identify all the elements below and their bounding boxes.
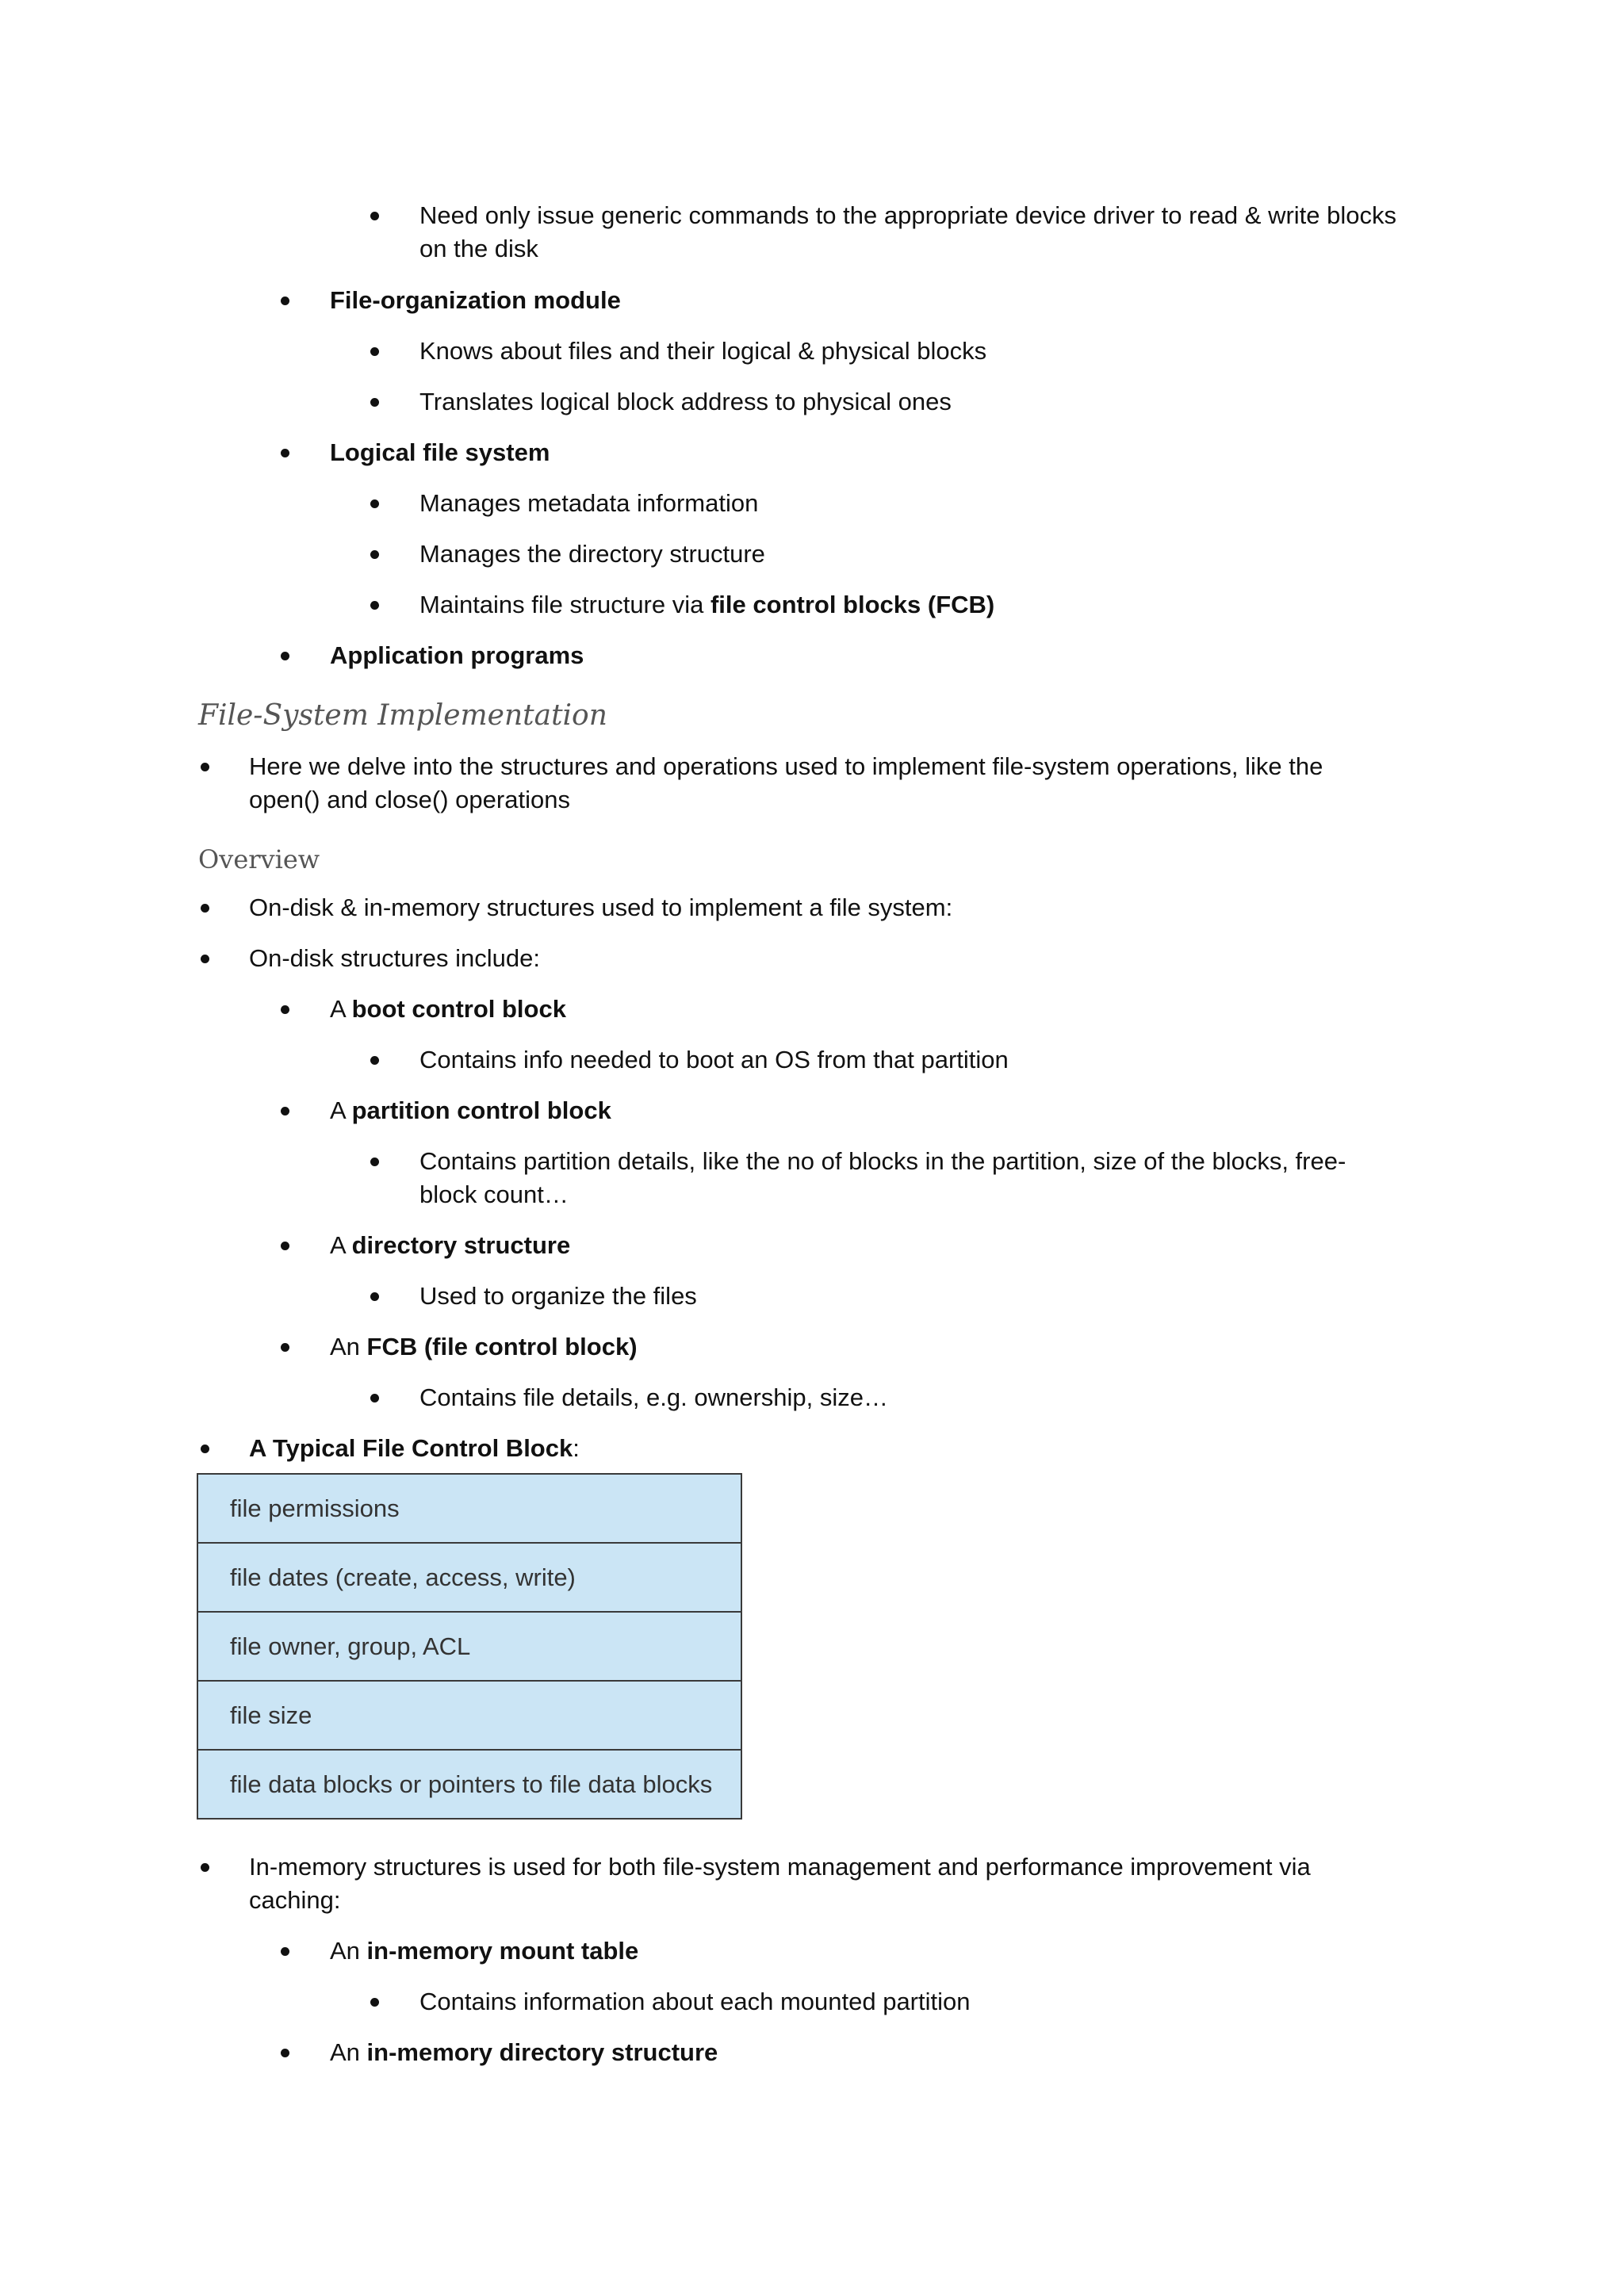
table-row: [197, 1681, 741, 1750]
table-cell: file size: [197, 1681, 741, 1750]
list-item-structures: On-disk & in-memory structures used to implement a file system:: [249, 894, 953, 921]
text-bold: in-memory directory structure: [366, 2038, 718, 2066]
bullet: [370, 550, 379, 559]
text: A: [330, 1096, 352, 1124]
text: An: [330, 2038, 367, 2066]
list-item-maintains-fcb: [419, 588, 994, 622]
bullet: [281, 2049, 289, 2057]
list-item-partition-sub: Contains partition details, like the no of blocks in the partition, size of the blocks, free-: [419, 1147, 1346, 1175]
bullet: [201, 955, 209, 963]
list-item-boot-sub: Contains info needed to boot an OS from that partition: [419, 1046, 1009, 1073]
bullet: [201, 1863, 209, 1872]
list-item-mount-table: [330, 1934, 638, 1968]
table-row: [197, 1474, 741, 1543]
bullet: [370, 1158, 379, 1166]
bullet: [370, 1998, 379, 2007]
list-item-ondisk: On-disk structures include:: [249, 944, 540, 972]
text-bold: boot control block: [351, 995, 566, 1023]
text: Maintains file structure via: [419, 591, 710, 618]
list-item-generic-commands-cont: on the disk: [419, 235, 538, 262]
list-item-fcb: [330, 1330, 638, 1364]
bullet: [201, 1445, 209, 1453]
list-item-file-organization-module: File-organization module: [330, 286, 621, 314]
bullet: [281, 1343, 289, 1352]
list-item-directory: Manages the directory structure: [419, 540, 765, 568]
text-bold: A Typical File Control Block: [249, 1434, 573, 1462]
bullet: [370, 601, 379, 610]
implementation-intro: Here we delve into the structures and operations used to implement file-system operations, like the: [249, 752, 1323, 780]
bullet: [370, 1292, 379, 1301]
bullet: [281, 297, 289, 305]
list-item-translates: Translates logical block address to physical ones: [419, 388, 952, 415]
section-heading-implementation: File-System Implementation: [198, 699, 607, 732]
text-bold: partition control block: [351, 1096, 611, 1124]
list-item-logical-file-system: Logical file system: [330, 438, 550, 466]
list-item-generic-commands: Need only issue generic commands to the appropriate device driver to read & write blocks: [419, 201, 1397, 229]
text: :: [573, 1434, 580, 1462]
list-item-boot-control-block: [330, 993, 566, 1026]
bullet: [370, 499, 379, 508]
text: An: [330, 1937, 367, 1965]
bullet: [201, 763, 209, 771]
list-item-directory-sub: Used to organize the files: [419, 1282, 697, 1310]
list-item-inmemory-directory: [330, 2036, 718, 2069]
text-bold: in-memory mount table: [366, 1937, 639, 1965]
bullet: [281, 449, 289, 457]
table-cell: file data blocks or pointers to file data blocks: [197, 1750, 741, 1819]
bullet: [370, 212, 379, 220]
list-item-metadata: Manages metadata information: [419, 489, 759, 517]
list-item-fcb-sub: Contains file details, e.g. ownership, size…: [419, 1383, 889, 1411]
section-heading-overview: Overview: [198, 844, 320, 874]
bullet: [281, 652, 289, 660]
list-item-application-programs: Application programs: [330, 641, 584, 669]
list-item-inmemory-cont: caching:: [249, 1886, 341, 1914]
bullet: [281, 1107, 289, 1115]
list-item-mount-sub: Contains information about each mounted partition: [419, 1988, 971, 2015]
bullet: [370, 398, 379, 407]
table-row: [197, 1543, 741, 1612]
table-cell: file owner, group, ACL: [197, 1612, 741, 1681]
text-bold: directory structure: [351, 1231, 571, 1259]
bullet: [370, 347, 379, 356]
table-cell: file permissions: [197, 1474, 741, 1543]
bullet: [281, 1005, 289, 1014]
fcb-figure-table: [197, 1473, 742, 1820]
bullet: [201, 904, 209, 913]
list-item-partition-sub-cont: block count…: [419, 1181, 569, 1208]
table-row: [197, 1612, 741, 1681]
bullet: [370, 1394, 379, 1402]
text-bold: file control blocks (FCB): [710, 591, 995, 618]
table-row: [197, 1750, 741, 1819]
table-cell: file dates (create, access, write): [197, 1543, 741, 1612]
list-item-inmemory: In-memory structures is used for both file-system management and performance improvement via: [249, 1853, 1311, 1881]
text-bold: FCB (file control block): [366, 1333, 638, 1360]
list-item-partition-control-block: [330, 1094, 611, 1127]
text: A: [330, 995, 352, 1023]
list-item-knows-files: Knows about files and their logical & physical blocks: [419, 337, 987, 365]
bullet: [281, 1947, 289, 1956]
bullet: [370, 1056, 379, 1065]
text: A: [330, 1231, 352, 1259]
implementation-intro-cont: open() and close() operations: [249, 786, 570, 813]
list-item-typical-fcb: [249, 1432, 580, 1465]
list-item-directory-structure: [330, 1229, 570, 1262]
bullet: [281, 1242, 289, 1250]
text: An: [330, 1333, 367, 1360]
